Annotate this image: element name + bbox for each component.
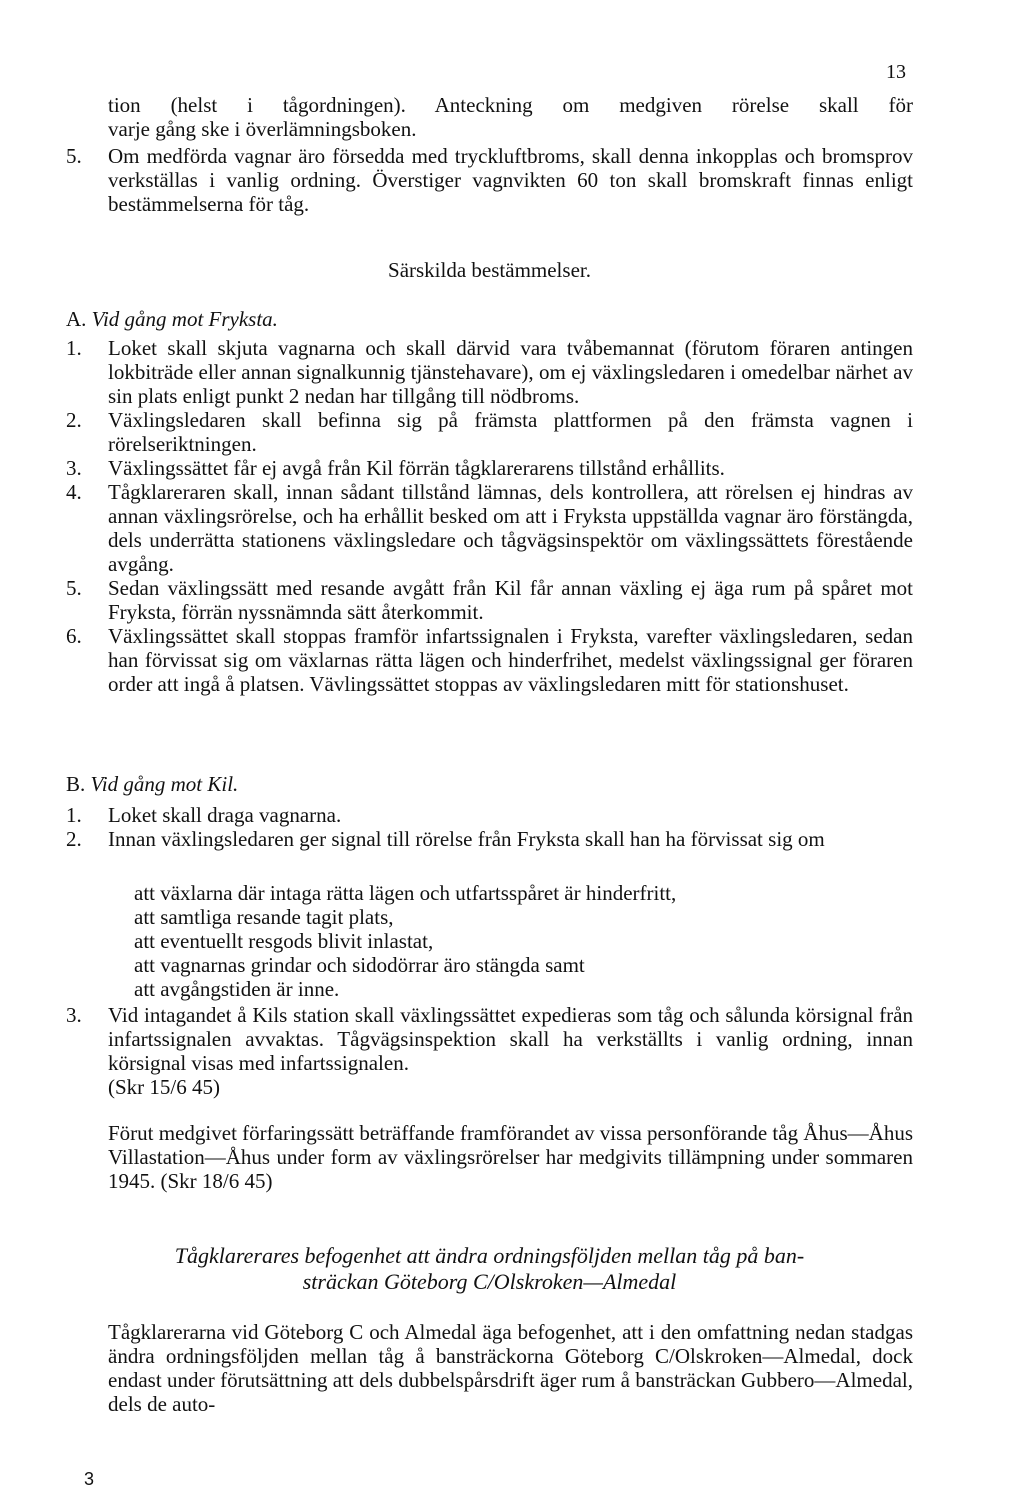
section-a-label: A. xyxy=(66,307,87,331)
item-5 xyxy=(66,144,913,216)
item-text: Sedan växlingssätt med resande avgått från Kil får annan växling ej äga rum på spåret mot Fryksta, förrän nyssnämnda sätt återkommit. xyxy=(108,576,913,624)
continuation-line-2: varje gång ske i överlämningsboken. xyxy=(108,117,417,141)
list-item xyxy=(66,576,913,624)
item-number: 5. xyxy=(66,576,82,600)
item-number: 1. xyxy=(66,803,82,827)
section-b-label: B. xyxy=(66,772,86,796)
section-b-heading xyxy=(66,772,238,796)
item-number: 6. xyxy=(66,624,82,648)
continuation-line-1: tion (helst i tågordningen). Anteckning om medgiven rörelse skall för xyxy=(108,93,913,117)
previous-permit-paragraph: Förut medgivet förfaringssätt beträffande framförandet av vissa personförande tåg Åhus—Åhus Villastation—Åhus under form av växlingsrörelser har medgivits tillämpning under sommaren 1945. (Skr 18/6 45) xyxy=(108,1121,913,1193)
item-number: 1. xyxy=(66,336,82,360)
item-text: Om medförda vagnar äro försedda med tryckluftbroms, skall denna inkopplas och bromsprov verkställas i vanlig ordning. Överstiger vagnvikten 60 ton skall bromskraft finnas enligt bestämmelserna för tåg. xyxy=(108,144,913,216)
item-text: Tågklareraren skall, innan sådant tillstånd lämnas, dels kontrollera, att rörelsen ej hindras av annan växlingsrörelse, och ha erhållit besked om att i Fryksta uppställda vagnar äro förstängda, dels underrätta stationens växlingsledare och tågvägsinspektör om växlingssättets förestående avgång. xyxy=(108,480,913,576)
item-number: 2. xyxy=(66,827,82,851)
final-paragraph: Tågklarerarna vid Göteborg C och Almedal äga befogenhet, att i den omfattning nedan stadgas ändra ordningsföljden mellan tåg å bansträckorna Göteborg C/Olskroken—Almedal, dock endast under förutsättning att dels dubbelspårsdrift äger rum å bansträckan Gubbero—Almedal, dels de auto- xyxy=(108,1320,913,1416)
item-text: Växlingsledaren skall befinna sig på främsta plattformen på den främsta vagnen i rörelseriktningen. xyxy=(108,408,913,456)
item-number: 3. xyxy=(66,456,82,480)
continuation-text xyxy=(108,93,913,141)
item-number: 4. xyxy=(66,480,82,504)
att-list xyxy=(134,881,676,1001)
item-text: Loket skall draga vagnarna. xyxy=(108,803,342,827)
item-number: 2. xyxy=(66,408,82,432)
att-line: att eventuellt resgods blivit inlastat, xyxy=(134,929,434,953)
list-item xyxy=(66,408,913,456)
att-line: att samtliga resande tagit plats, xyxy=(134,905,394,929)
item-text: Vid intagandet å Kils station skall växlingssättet expedieras som tåg och sålunda körsignal från infartssignalen avvaktas. Tågvägsinspektion skall ha verkställts i vanlig ordning, innan körsignal visas med infartssignalen. xyxy=(108,1003,913,1075)
list-item xyxy=(66,456,913,480)
section-a-list xyxy=(66,336,913,696)
section-heading-line-2: sträckan Göteborg C/Olskroken—Almedal xyxy=(302,1269,677,1294)
item-reference: (Skr 15/6 45) xyxy=(108,1075,220,1099)
item-text: Växlingssättet skall stoppas framför infartssignalen i Fryksta, varefter växlingsledaren, sedan han förvissat sig om växlarnas rätta lägen och hinderfrihet, medelst växlingssignal ger föraren order att ingå å platsen. Vävlingssättet stoppas av växlingsledaren mitt för stationshuset. xyxy=(108,624,913,696)
section-a-title: Vid gång mot Fryksta. xyxy=(91,307,278,331)
item-text: Innan växlingsledaren ger signal till rörelse från Fryksta skall han ha förvissat sig om xyxy=(108,827,825,851)
section-heading xyxy=(66,1243,913,1295)
section-a-heading xyxy=(66,307,278,331)
list-item xyxy=(66,624,913,696)
item-number: 5. xyxy=(66,144,82,168)
item-text: Loket skall skjuta vagnarna och skall därvid vara tvåbemannat (förutom föraren antingen lokbiträde eller annan signalkunnig tjänstehavare), om ej växlingsledaren i omedelbar närhet av sin plats enligt punkt 2 nedan har tillgång till nödbroms. xyxy=(108,336,913,408)
special-heading: Särskilda bestämmelser. xyxy=(388,258,591,282)
item-number: 3. xyxy=(66,1003,82,1027)
list-item xyxy=(66,480,913,576)
att-line: att avgångstiden är inne. xyxy=(134,977,340,1001)
section-heading-line-1: Tågklarerares befogenhet att ändra ordningsföljden mellan tåg på ban- xyxy=(174,1243,805,1268)
section-b-list xyxy=(66,803,913,851)
signature-mark: 3 xyxy=(84,1469,95,1489)
item-text: Växlingssättet får ej avgå från Kil förrän tågklarerarens tillstånd erhållits. xyxy=(108,456,725,480)
section-b-title: Vid gång mot Kil. xyxy=(90,772,239,796)
page-number: 13 xyxy=(886,61,906,83)
list-item xyxy=(66,827,913,851)
item-3-body xyxy=(108,1003,913,1099)
list-item xyxy=(66,336,913,408)
att-line: att växlarna där intaga rätta lägen och utfartsspåret är hinderfritt, xyxy=(134,881,677,905)
att-line: att vagnarnas grindar och sidodörrar äro stängda samt xyxy=(134,953,585,977)
list-item xyxy=(66,803,913,827)
section-b-item-3 xyxy=(66,1003,913,1099)
